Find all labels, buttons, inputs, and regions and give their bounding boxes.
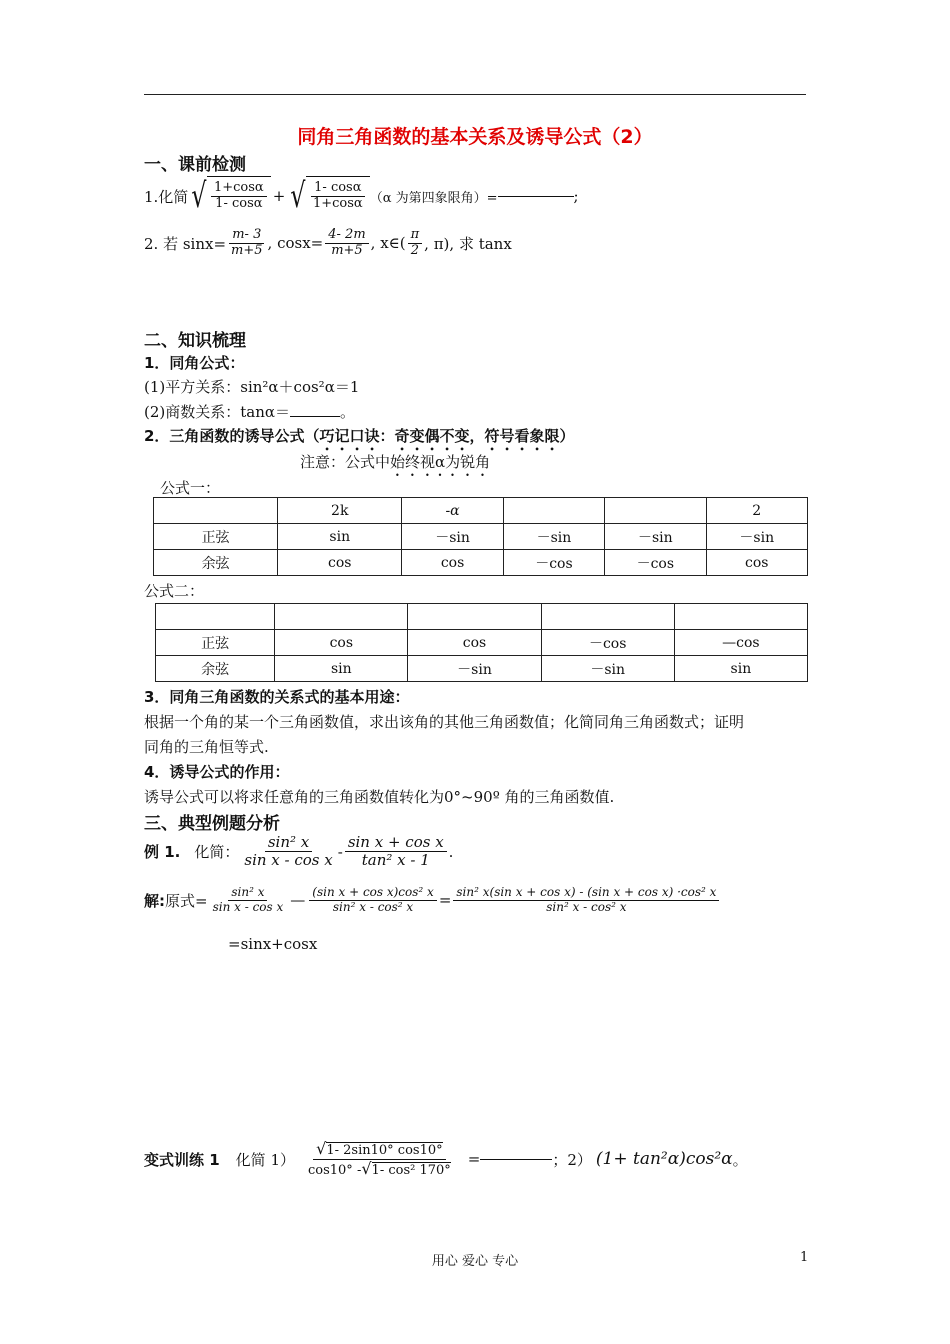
sol-den2: sin² x - cos² x [332, 899, 414, 914]
quotient-end: 。 [340, 403, 356, 421]
practice-answer-blank[interactable] [480, 1159, 552, 1160]
knowledge-line-7: 同角的三角恒等式. [144, 738, 269, 756]
practice-label: 变式训练 1 [144, 1150, 220, 1169]
table-cell: －sin [706, 524, 807, 550]
q2-two: 2 [410, 242, 420, 258]
q1-end: ; [573, 187, 579, 205]
q1-answer-blank[interactable] [498, 196, 574, 197]
table-cell: －sin [402, 524, 503, 550]
table-cell: 余弦 [154, 550, 278, 576]
induction-close: ） [559, 427, 575, 445]
table-cell: 2k [278, 498, 402, 524]
table-cell: －cos [605, 550, 706, 576]
knowledge-line-9: 诱导公式可以将求任意角的三角函数值转化为0°~90º 角的三角函数值. [144, 788, 615, 806]
q2-num1: m- 3 [229, 228, 264, 244]
formula-1-label: 公式一： [160, 479, 221, 497]
formula-2-label: 公式二： [144, 582, 205, 600]
page-title: 同角三角函数的基本关系及诱导公式（2） [297, 126, 653, 148]
q1-num1: 1+cosα [211, 181, 267, 197]
mnemonic: 巧记口诀：奇变偶不变，符号看象限 [319, 427, 560, 445]
q2-mid: , cosx= [267, 234, 324, 253]
tan-blank[interactable] [290, 416, 340, 417]
practice-text: 化简 1） [235, 1150, 295, 1169]
table-cell: -α [402, 498, 503, 524]
ex-minus: - [337, 842, 343, 861]
knowledge-line-4 [144, 425, 574, 454]
top-rule [144, 94, 806, 95]
induction-title: 2．三角函数的诱导公式（ [144, 427, 320, 445]
table-cell: —cos [674, 630, 807, 656]
practice-expr2: (1+ tan²α)cos²α [595, 1149, 733, 1170]
sol-num1: sin² x [228, 886, 267, 901]
table-cell: 正弦 [156, 630, 275, 656]
practice-numerator: √1- 2sin10° cos10° [313, 1140, 445, 1160]
page-number: 1 [800, 1250, 809, 1265]
table-row [154, 550, 808, 576]
table-row [156, 630, 808, 656]
practice-sep: ；2） [552, 1150, 592, 1169]
practice-eq: = [467, 1150, 481, 1169]
table-row [154, 524, 808, 550]
ex-num2: sin x + cos x [345, 834, 447, 852]
example-text: 化简： [194, 843, 240, 862]
practice-1 [144, 1140, 748, 1179]
formula-1-table [153, 497, 808, 576]
table-cell: 正弦 [154, 524, 278, 550]
knowledge-line-8: 4．诱导公式的作用： [144, 763, 290, 781]
table-cell: cos [278, 550, 402, 576]
table-cell: 余弦 [156, 656, 275, 682]
table-cell: cos [408, 630, 541, 656]
sol-den1: sin x - cos x [212, 899, 284, 914]
practice-num: 1- 2sin10° cos10° [326, 1143, 443, 1158]
sol-num2: (sin x + cos x)cos² x [309, 886, 437, 901]
ex-den1: sin x - cos x [244, 851, 333, 870]
sqrt-1: √ $\frac{1+\cos\alpha}{1- \cos\alpha}$ [188, 176, 270, 216]
table-cell [275, 604, 408, 630]
example-label: 例 1. [144, 843, 181, 862]
table-cell: sin [275, 656, 408, 682]
practice-expr2-end: 。 [732, 1150, 748, 1169]
question-1 [144, 176, 579, 216]
table-row [156, 656, 808, 682]
knowledge-line-1: 1．同角公式： [144, 354, 245, 372]
practice-den-a: cos10° - [307, 1162, 362, 1178]
note-emphasis: 始终视α为锐角 [390, 453, 491, 471]
practice-den-b: 1- cos² 170° [371, 1162, 451, 1178]
page-footer: 用心 爱心 专心 [431, 1254, 519, 1269]
knowledge-line-2: (1)平方关系：sin²α＋cos²α＝1 [144, 378, 360, 396]
q2-den1: m+5 [231, 242, 263, 258]
table-cell [674, 604, 807, 630]
knowledge-line-5: 3．同角三角函数的关系式的基本用途： [144, 688, 410, 706]
section-heading-1: 一、课前检测 [144, 155, 246, 175]
table-cell [154, 498, 278, 524]
ex-end: . [448, 842, 454, 861]
sol-eq: = [438, 891, 452, 910]
knowledge-line-3 [144, 401, 355, 422]
table-cell: sin [674, 656, 807, 682]
section-heading-2: 二、知识梳理 [144, 331, 246, 351]
solution-label: 解: [144, 891, 165, 910]
knowledge-line-6: 根据一个角的某一个三角函数值，求出该角的其他三角函数值；化简同角三角函数式；证明 [144, 713, 745, 731]
table-cell [605, 498, 706, 524]
table-row [156, 604, 808, 630]
table-cell: sin [278, 524, 402, 550]
q1-den2: 1+cosα [312, 196, 363, 211]
note-prefix: 注意：公式中 [300, 453, 391, 471]
practice-denominator: cos10° -√1- cos² 170° [307, 1158, 451, 1178]
table-cell: －cos [541, 630, 674, 656]
question-2 [144, 228, 512, 259]
q2-den2: m+5 [331, 242, 363, 258]
table-cell [156, 604, 275, 630]
q1-prefix: 1.化简 [144, 187, 189, 206]
q1-den1: 1- cosα [215, 196, 263, 211]
table-cell: cos [706, 550, 807, 576]
solution-text: 原式= [165, 891, 208, 910]
table-cell [503, 498, 604, 524]
q2-prefix: 2. 若 sinx= [144, 234, 227, 253]
table-cell: cos [402, 550, 503, 576]
q1-num2: 1- cosα [311, 181, 364, 197]
ex-den2: tan² x - 1 [361, 851, 430, 870]
q2-range-open: , x∈( [370, 234, 406, 253]
table-cell: －sin [605, 524, 706, 550]
section-heading-3: 三、典型例题分析 [144, 814, 280, 834]
q1-suffix: （α 为第四象限角）= [369, 190, 498, 206]
formula-2-table [155, 603, 808, 682]
sol-dash: — [290, 891, 306, 910]
table-cell: －sin [541, 656, 674, 682]
table-cell: －cos [503, 550, 604, 576]
example-1 [144, 834, 453, 870]
solution [144, 886, 721, 915]
ex-num1: sin² x [265, 834, 312, 852]
table-cell [541, 604, 674, 630]
sqrt-2: √ $\frac{1- \cos\alpha}{1+\cos\alpha}$ [287, 176, 369, 216]
solution-result: =sinx+cosx [228, 935, 318, 953]
sol-den3: sin² x - cos² x [546, 899, 627, 914]
table-cell: －sin [503, 524, 604, 550]
sol-num3: sin² x(sin x + cos x) - (sin x + cos x) ·cos² x [453, 886, 719, 901]
q2-num2: 4- 2m [325, 228, 368, 244]
quotient-relation: (2)商数关系：tanα＝ [144, 403, 291, 421]
q1-plus: + [272, 187, 286, 205]
q2-pi: π [408, 228, 423, 244]
table-cell [408, 604, 541, 630]
note-line [300, 451, 490, 480]
table-cell: 2 [706, 498, 807, 524]
table-cell: cos [275, 630, 408, 656]
q2-range-close: , π), 求 tanx [424, 234, 512, 253]
table-cell: －sin [408, 656, 541, 682]
table-row [154, 498, 808, 524]
